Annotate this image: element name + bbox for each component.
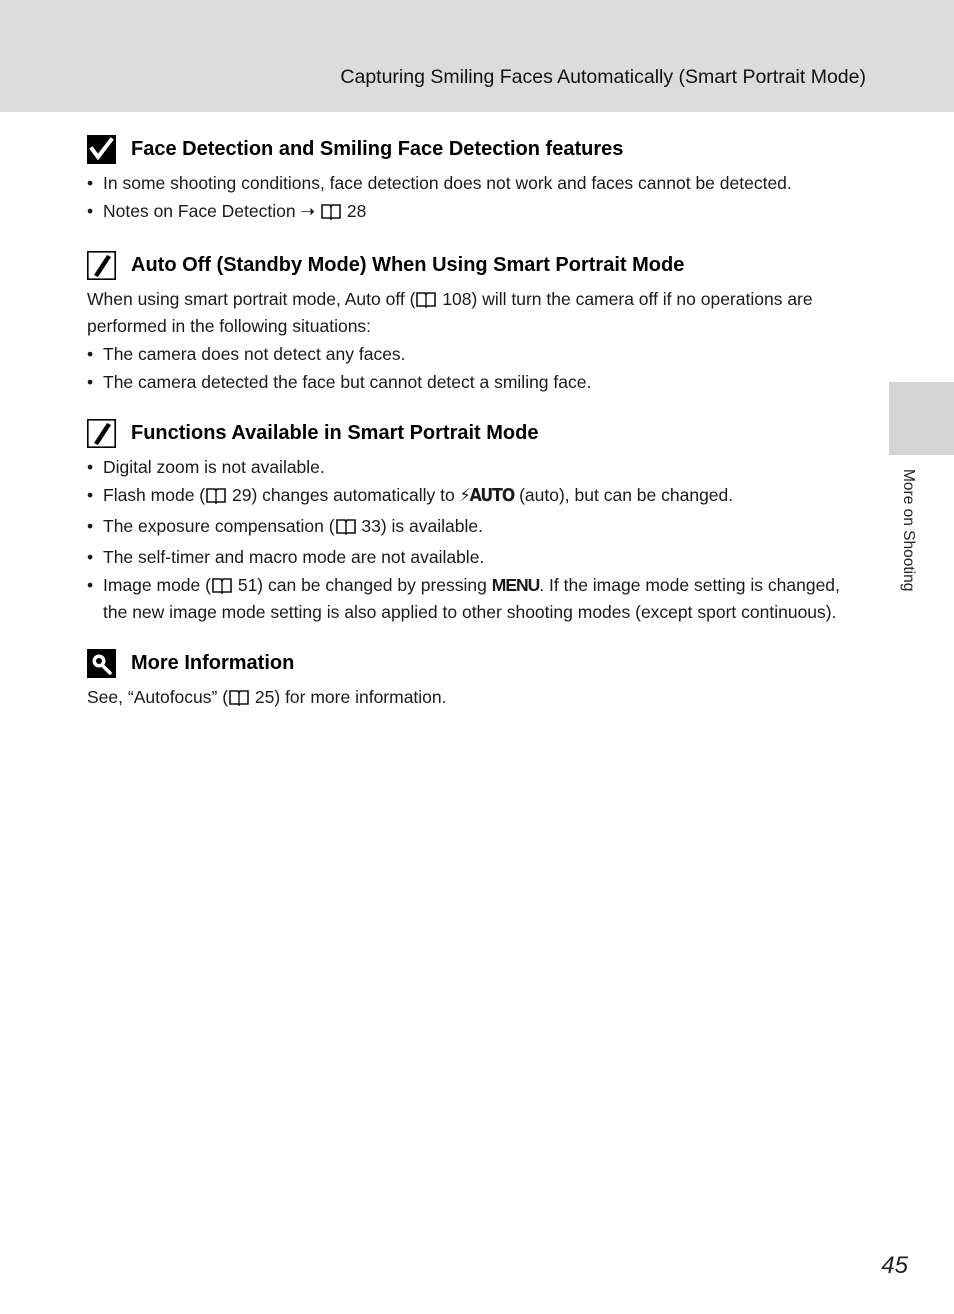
main-content bbox=[87, 132, 867, 732]
list-item: • The camera does not detect any faces. bbox=[87, 342, 867, 366]
menu-button-icon: MENU bbox=[491, 575, 540, 595]
section-title: More Information bbox=[131, 651, 295, 674]
paragraph-text: 25) for more information. bbox=[250, 687, 447, 707]
section-title: Auto Off (Standby Mode) When Using Smart Portrait Mode bbox=[131, 253, 685, 276]
list-item: • The camera detected the face but cannot detect a smiling face. bbox=[87, 370, 867, 394]
book-ref-icon bbox=[336, 517, 356, 541]
list-item-text: The exposure compensation ( bbox=[103, 516, 335, 536]
list-item: • Digital zoom is not available. bbox=[87, 455, 867, 479]
list-item: • The self-timer and macro mode are not available. bbox=[87, 545, 867, 569]
list-item-text: 33) is available. bbox=[356, 516, 483, 536]
bullet-list bbox=[87, 455, 867, 624]
section-title: Face Detection and Smiling Face Detection features bbox=[131, 137, 624, 160]
check-icon bbox=[87, 135, 116, 164]
book-ref-icon bbox=[229, 688, 249, 712]
pen-note-icon bbox=[87, 419, 116, 448]
list-item-text: 29) changes automatically to bbox=[227, 485, 460, 505]
flash-auto-icon: ⚡AUTO bbox=[459, 486, 515, 506]
list-item-text: 51) can be changed by pressing bbox=[232, 575, 492, 595]
side-chapter-label: More on Shooting bbox=[900, 469, 917, 592]
section-more-information bbox=[87, 646, 867, 712]
section-header bbox=[87, 416, 867, 450]
side-chapter-tab bbox=[889, 382, 954, 455]
bullet-list bbox=[87, 342, 867, 394]
list-item-text: Notes on Face Detection bbox=[103, 201, 301, 221]
magnifier-info-icon bbox=[87, 649, 116, 678]
book-ref-icon bbox=[212, 576, 232, 600]
arrow-icon: ➝ bbox=[300, 201, 316, 221]
section-title: Functions Available in Smart Portrait Mode bbox=[131, 421, 539, 444]
bullet-list bbox=[87, 171, 867, 226]
section-header bbox=[87, 646, 867, 680]
paragraph-text: 108) will turn the camera off if no operations are performed in the following situations: bbox=[87, 289, 813, 336]
paragraph bbox=[87, 287, 867, 338]
book-ref-icon bbox=[416, 290, 436, 314]
section-auto-off bbox=[87, 248, 867, 394]
paragraph-text: When using smart portrait mode, Auto off ( bbox=[87, 289, 416, 309]
page-header-title: Capturing Smiling Faces Automatically (Smart Portrait Mode) bbox=[340, 66, 866, 88]
paragraph bbox=[87, 685, 867, 712]
section-functions-available bbox=[87, 416, 867, 624]
list-item-text: Image mode ( bbox=[103, 575, 211, 595]
page-number: 45 bbox=[881, 1252, 908, 1279]
header-band bbox=[0, 0, 954, 112]
list-item bbox=[87, 573, 867, 624]
section-face-detection bbox=[87, 132, 867, 226]
section-header bbox=[87, 248, 867, 282]
list-item bbox=[87, 199, 867, 226]
list-item-text: (auto), but can be changed. bbox=[514, 485, 734, 505]
pen-note-icon bbox=[87, 251, 116, 280]
list-item-text: Flash mode ( bbox=[103, 485, 206, 505]
paragraph-text: See, “Autofocus” ( bbox=[87, 687, 229, 707]
list-item-text: 28 bbox=[342, 201, 367, 221]
list-item bbox=[87, 514, 867, 541]
list-item: • In some shooting conditions, face detection does not work and faces cannot be detected. bbox=[87, 171, 867, 195]
list-item-text: . If the image mode setting is changed, the new image mode setting is also applied to other shooting modes (except sport continuous). bbox=[103, 575, 840, 622]
section-header bbox=[87, 132, 867, 166]
book-ref-icon bbox=[206, 486, 226, 510]
list-item bbox=[87, 483, 867, 510]
book-ref-icon bbox=[321, 202, 341, 226]
